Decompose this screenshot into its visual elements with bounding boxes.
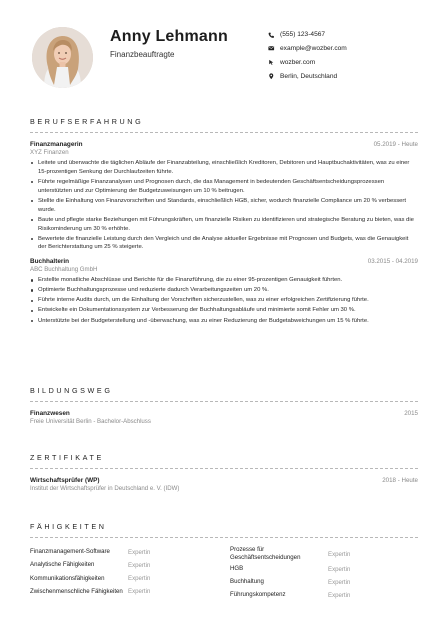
achievement-item: Erstellte monatliche Abschlüsse und Berichte für die Finanzführung, die zu einer 95-prozentigen Genauigkeit führten. — [30, 276, 418, 285]
certificate-issuer: Institut der Wirtschaftsprüfer in Deutschland e. V. (IDW) — [30, 485, 180, 492]
achievement-item: Führte regelmäßige Finanzanalysen und Prognosen durch, die das Management in bedeutenden Geschäftsentscheidungsprozessen unterstützten und zur Optimierung der Budgetzuweisungen um 10 % beitrugen. — [30, 178, 418, 196]
contact-phone — [268, 28, 347, 42]
skill-name: Finanzmanagement-Software — [30, 548, 110, 556]
achievement-item: Bewertete die finanzielle Leistung durch den Vergleich und die Analyse aktueller Ergebnisse mit Prognosen und Budgets, was die Genauigkeit der Berichterstattung um 25 % steigerte. — [30, 235, 418, 253]
contact-website[interactable] — [268, 56, 347, 70]
skill-level: Expertin — [128, 548, 151, 556]
contact-email[interactable] — [268, 42, 347, 56]
candidate-name: Anny Lehmann — [110, 28, 228, 45]
skills-column-left — [30, 546, 218, 602]
employer: ABC Buchhaltung GmbH — [30, 266, 98, 274]
achievement-item: Leitete und überwachte die täglichen Abläufe der Finanzabteilung, einschließlich Kreditoren, Debitoren und Hauptbuchaktivitäten, was zu einer 15-prozentigen Senkung der Durchlaufzeiten führte. — [30, 159, 418, 177]
certificates-section — [30, 453, 418, 492]
job-dates: 03.2015 - 04.2019 — [367, 258, 418, 266]
contact-location-text: Berlin, Deutschland — [280, 72, 338, 80]
contact-location — [268, 69, 347, 83]
achievement-item: Entwickelte ein Dokumentationssystem zur Verbesserung der Buchhaltungsabläufe und minimierte somit Fehler um 30 %. — [30, 306, 418, 315]
job-title: Finanzmanagerin — [30, 141, 83, 148]
contact-website-text[interactable]: wozber.com — [280, 58, 316, 66]
certificates-heading: ZERTIFIKATE — [30, 453, 104, 462]
skill-level: Expertin — [328, 592, 351, 600]
achievement-item: Stellte die Einhaltung von Finanzvorschriften und Standards, einschließlich HGB, sicher, wodurch finanzielle Compliance um 20 % verbessert wurde. — [30, 197, 418, 215]
skills-section — [30, 522, 418, 602]
skills-grid — [30, 546, 418, 602]
phone-icon — [268, 32, 280, 39]
skill-item — [230, 563, 418, 576]
profile-photo — [32, 27, 93, 88]
section-divider — [30, 401, 418, 402]
skill-item — [30, 572, 218, 585]
employer: XYZ Finanzen — [30, 149, 69, 156]
job-achievements — [30, 159, 418, 252]
skills-column-right — [230, 546, 418, 602]
skill-level: Expertin — [128, 575, 151, 583]
skill-item — [30, 546, 218, 559]
section-divider — [30, 537, 418, 538]
contact-list — [268, 28, 347, 83]
skills-heading: FÄHIGKEITEN — [30, 522, 107, 531]
skill-name: Kommunikationsfähigkeiten — [30, 574, 105, 582]
skill-name: HGB — [230, 565, 244, 573]
education-section — [30, 386, 418, 425]
experience-entry — [30, 258, 418, 325]
location-icon — [268, 73, 280, 80]
skill-item — [30, 586, 218, 599]
link-icon — [268, 59, 280, 66]
section-divider — [30, 132, 418, 133]
skill-item — [230, 589, 418, 602]
contact-phone-text: (555) 123-4567 — [280, 31, 326, 39]
certificate-date: 2018 - Heute — [382, 477, 418, 484]
portrait-image — [32, 27, 93, 88]
section-divider — [30, 468, 418, 469]
skill-name: Führungskompetenz — [230, 591, 286, 599]
degree-field: Finanzwesen — [30, 410, 70, 417]
email-icon — [268, 45, 280, 52]
skill-item — [230, 576, 418, 589]
contact-email-text[interactable]: example@wozber.com — [280, 45, 347, 53]
achievement-item: Optimierte Buchhaltungsprozesse und reduzierte dadurch Verarbeitungszeiten um 20 %. — [30, 286, 418, 295]
certificate-name: Wirtschaftsprüfer (WP) — [30, 477, 100, 484]
skill-level: Expertin — [328, 578, 351, 586]
experience-entry — [30, 141, 418, 252]
skill-name: Analytische Fähigkeiten — [30, 561, 95, 569]
achievement-item: Baute und pflegte starke Beziehungen mit Führungskräften, um finanzielle Risiken zu identifizieren und strategische Beratung zu bieten, was die Risikominderung um 30 % erhöhte. — [30, 216, 418, 234]
job-title: Buchhalterin — [30, 258, 70, 266]
experience-section — [30, 117, 418, 327]
skill-level: Expertin — [128, 588, 151, 596]
skill-item — [30, 559, 218, 572]
achievement-item: Unterstützte bei der Budgeterstellung und -überwachung, was zu einer Reduzierung der Budgetabweichungen um 15 % führte. — [30, 317, 418, 326]
skill-level: Expertin — [328, 550, 351, 558]
skill-item — [230, 546, 418, 562]
institution: Freie Universität Berlin - Bachelor-Abschluss — [30, 418, 151, 425]
skill-level: Expertin — [328, 565, 351, 573]
skill-name: Prozesse für Geschäftsentscheidungen — [230, 546, 301, 562]
education-date: 2015 — [404, 410, 418, 417]
job-dates: 05.2019 - Heute — [373, 141, 418, 148]
education-heading: BILDUNGSWEG — [30, 386, 113, 395]
education-entry — [30, 410, 418, 425]
certificate-entry — [30, 477, 418, 492]
skill-name: Buchhaltung — [230, 578, 264, 586]
skill-level: Expertin — [128, 562, 151, 570]
achievement-item: Führte interne Audits durch, um die Einhaltung der Vorschriften sicherzustellen, was zu einer erfolgreichen Zertifizierung führte. — [30, 296, 418, 305]
job-achievements — [30, 276, 418, 325]
experience-heading: BERUFSERFAHRUNG — [30, 117, 144, 126]
skill-name: Zwischenmenschliche Fähigkeiten — [30, 587, 123, 595]
candidate-title: Finanzbeauftragte — [110, 50, 175, 59]
